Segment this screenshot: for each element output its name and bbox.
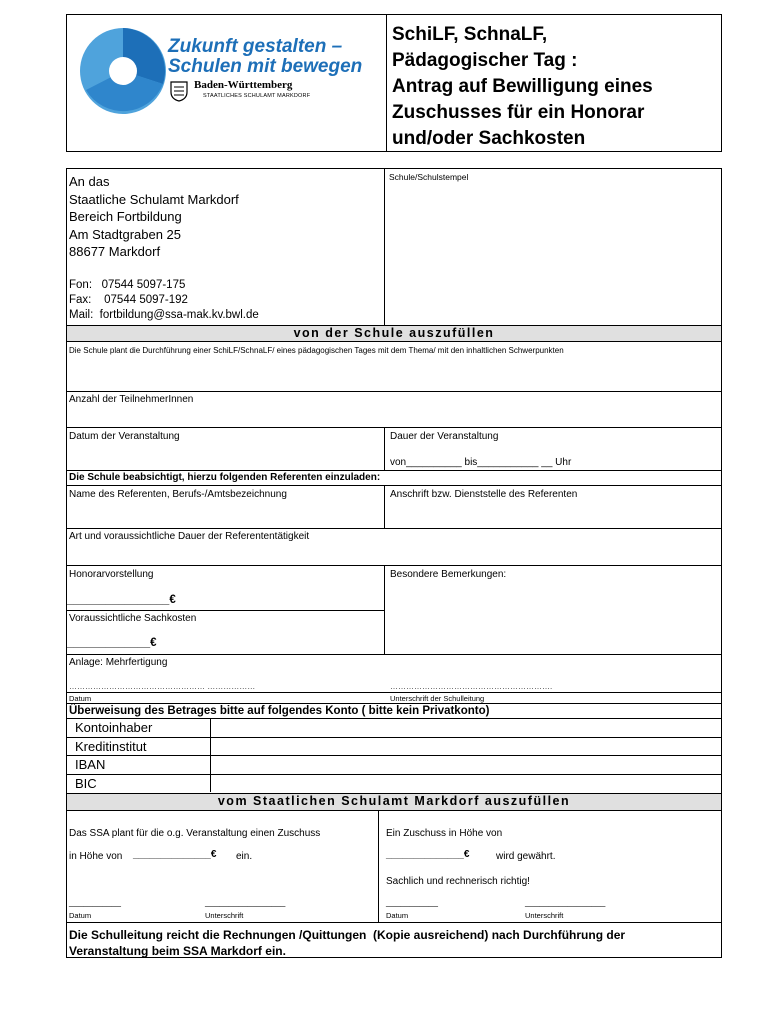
speaker-address-field[interactable] <box>386 502 720 526</box>
title-line: Zuschusses für ein Honorar <box>392 102 645 123</box>
speaker-address-label: Anschrift bzw. Dienststelle des Referenten <box>390 489 578 500</box>
bank-row-label: IBAN <box>75 757 106 772</box>
topic-label: Die Schule plant die Durchführung einer SchiLF/SchnaLF/ eines pädagogischen Tages mit dem Thema/ mit den inhaltlichen Schwerpunkten <box>69 346 564 355</box>
speaker-name-label: Name des Referenten, Berufs-/Amtsbezeichnung <box>69 489 287 500</box>
divider <box>66 391 722 392</box>
divider <box>66 528 722 529</box>
fee-label: Honorarvorstellung <box>69 569 154 580</box>
office-planned-amount-field[interactable]: ______________€ <box>133 849 217 860</box>
iban-field[interactable] <box>212 756 720 773</box>
speakers-intro: Die Schule beabsichtigt, hierzu folgenden Referenten einzuladen: <box>69 472 381 483</box>
topic-field[interactable] <box>68 358 720 390</box>
office-granted-amount-field[interactable]: ______________€ <box>386 849 470 860</box>
contact-phone: Fon: 07544 5097-175 <box>69 279 186 291</box>
address-line: Staatliche Schulamt Markdorf <box>69 191 239 207</box>
office-verified-text: Sachlich und rechnerisch richtig! <box>386 876 530 887</box>
address-line: Bereich Fortbildung <box>69 209 182 224</box>
divider <box>384 485 385 528</box>
office-sign-caption-left: Unterschrift <box>205 911 244 920</box>
bank-name-field[interactable] <box>212 738 720 755</box>
school-section-band: von der Schule auszufüllen <box>66 325 722 342</box>
office-sign-line-right[interactable]: _________________ <box>525 897 606 907</box>
account-holder-field[interactable] <box>212 719 720 736</box>
office-date-caption-left: Datum <box>69 911 92 920</box>
office-grant-text: Ein Zuschuss in Höhe von <box>386 828 503 839</box>
footer-line: Veranstaltung beim SSA Markdorf ein. <box>69 944 286 958</box>
logo-state-name: Baden-Württemberg <box>194 79 293 91</box>
logo-emblem-icon <box>78 26 168 116</box>
bank-row-label: Kreditinstitut <box>75 739 147 754</box>
event-date-field[interactable] <box>68 444 382 468</box>
divider <box>384 168 385 325</box>
speaker-duration-field[interactable] <box>68 544 720 564</box>
office-amount-suffix: ein. <box>236 851 253 862</box>
divider <box>66 470 722 471</box>
divider <box>66 565 722 566</box>
remarks-field[interactable] <box>386 582 720 652</box>
address-line: An das <box>69 174 110 189</box>
divider <box>378 811 379 922</box>
office-date-caption-right: Datum <box>386 911 409 920</box>
event-duration-field[interactable]: von__________ bis___________ __ Uhr <box>390 457 572 468</box>
office-date-line-left[interactable]: ___________ <box>69 897 122 907</box>
title-line: SchiLF, SchnaLF, <box>392 24 548 45</box>
speaker-duration-label: Art und voraussichtliche Dauer der Referententätigkeit <box>69 531 310 542</box>
speaker-name-field[interactable] <box>68 502 382 526</box>
school-stamp-field[interactable] <box>386 185 720 323</box>
state-crest-icon <box>169 80 189 102</box>
bank-row-label: BIC <box>75 776 97 791</box>
logo-slogan-1: Zukunft gestalten – <box>168 36 343 57</box>
event-duration-label: Dauer der Veranstaltung <box>390 431 499 442</box>
title-line: Antrag auf Bewilligung eines <box>392 76 653 97</box>
divider <box>66 922 722 923</box>
divider <box>384 565 385 654</box>
fee-field[interactable]: ________________€ <box>67 594 176 606</box>
bank-section-title: Überweisung des Betrages bitte auf folgendes Konto ( bitte kein Privatkonto) <box>69 705 490 717</box>
logo-slogan-2: Schulen mit bewegen <box>168 56 363 77</box>
divider <box>66 610 384 611</box>
event-date-label: Datum der Veranstaltung <box>69 431 180 442</box>
address-line: 88677 Markdorf <box>69 244 161 259</box>
recipient-address <box>69 173 239 261</box>
title-line: und/oder Sachkosten <box>392 128 586 149</box>
school-stamp-label: Schule/Schulstempel <box>389 172 469 182</box>
divider <box>66 427 722 428</box>
material-cost-field[interactable]: _____________€ <box>67 637 157 649</box>
office-grant-suffix: wird gewährt. <box>496 851 556 862</box>
office-sign-caption-right: Unterschrift <box>525 911 564 920</box>
bank-row-label: Kontoinhaber <box>75 720 153 735</box>
title-line: Pädagogischer Tag : <box>392 50 578 71</box>
school-date-caption: Datum <box>69 694 92 703</box>
material-cost-label: Voraussichtliche Sachkosten <box>69 613 197 624</box>
footer-line: Die Schulleitung reicht die Rechnungen /Quittungen (Kopie ausreichend) nach Durchführung der <box>69 928 626 942</box>
school-signature-line[interactable]: ……………………………………………………. <box>390 682 553 691</box>
footer-note <box>69 927 625 959</box>
office-section-band: vom Staatlichen Schulamt Markdorf auszufüllen <box>66 793 722 811</box>
remarks-label: Besondere Bemerkungen: <box>390 569 507 580</box>
divider <box>384 427 385 470</box>
contact-fax: Fax: 07544 5097-192 <box>69 294 188 306</box>
contact-mail[interactable]: Mail: fortbildung@ssa-mak.kv.bwl.de <box>69 309 259 321</box>
office-amount-prefix: in Höhe von <box>69 851 123 862</box>
bic-field[interactable] <box>212 775 720 792</box>
form-title <box>392 22 653 152</box>
divider <box>66 703 722 704</box>
logo-authority: STAATLICHES SCHULAMT MARKDORF <box>203 93 311 99</box>
participants-label: Anzahl der TeilnehmerInnen <box>69 394 194 405</box>
office-date-line-right[interactable]: ___________ <box>386 897 439 907</box>
office-plan-text: Das SSA plant für die o.g. Veranstaltung einen Zuschuss <box>69 828 321 839</box>
divider <box>66 692 722 693</box>
attachment-label: Anlage: Mehrfertigung <box>69 657 168 668</box>
divider <box>66 654 722 655</box>
participants-field[interactable] <box>68 407 720 427</box>
school-date-line[interactable]: …………………………………………… ……………… <box>69 682 256 691</box>
office-sign-line-left[interactable]: _________________ <box>205 897 286 907</box>
divider <box>66 485 722 486</box>
recipient-contact <box>69 278 259 323</box>
address-line: Am Stadtgraben 25 <box>69 226 182 242</box>
school-signature-caption: Unterschrift der Schulleitung <box>390 694 485 703</box>
